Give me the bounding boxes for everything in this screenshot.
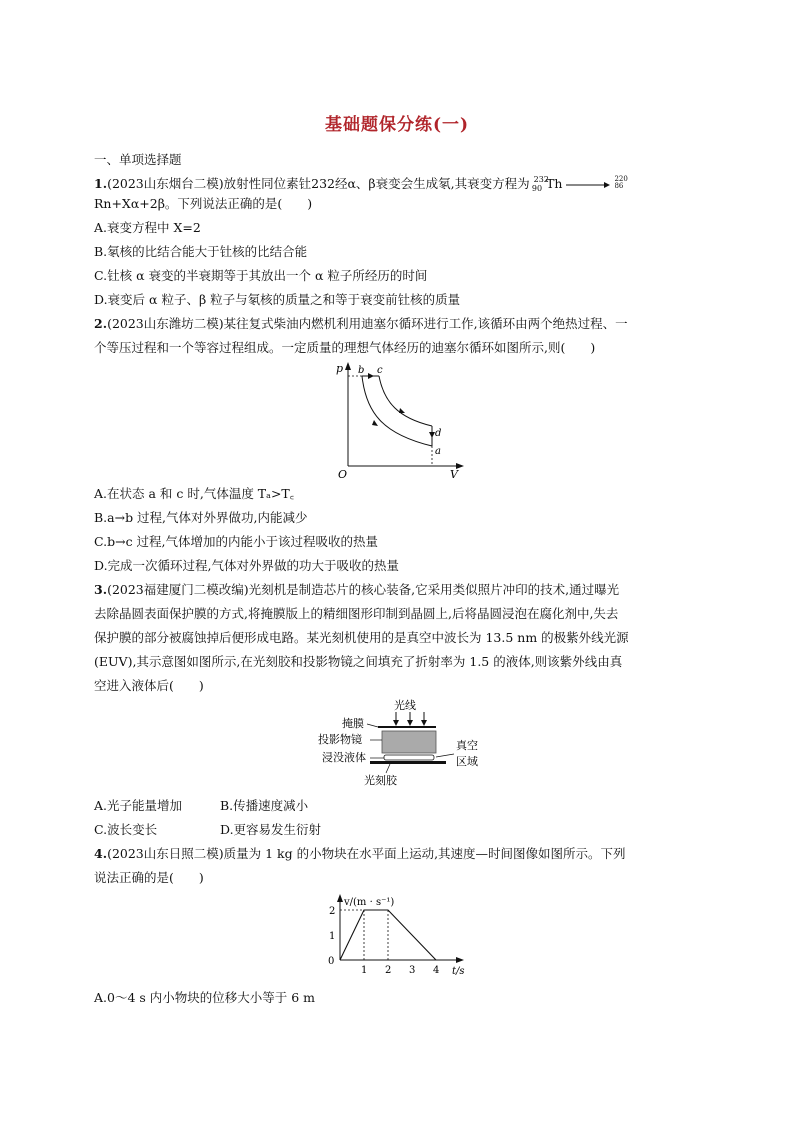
x-tick-2: 2 [385,965,392,976]
section-heading: 一、单项选择题 [94,152,182,167]
q3-stem-line3: 保护膜的部分被腐蚀掉后便形成电路。某光刻机使用的是真空中波长为 13.5 nm 的极紫外线光源 [94,630,629,645]
q1-thorium-nuclide: $^{232}_{90}$ Th [531,175,563,193]
q2-stem-line2: 个等压过程和一个等容过程组成。一定质量的理想气体经历的迪塞尔循环如图所示,则( ) [94,340,596,355]
label-liquid: 浸没液体 [322,751,366,764]
q3-option-c: C.波长变长 [94,822,158,837]
q3-number: 3. [94,582,108,597]
label-mask: 掩膜 [342,717,364,730]
q3-options-row2 [94,822,321,838]
q4-number: 4. [94,846,108,861]
immersion-liquid [384,755,434,760]
q3-option-d: D.更容易发生衍射 [220,822,322,837]
photoresist-layer [370,761,446,764]
q1-stem-line2: Rn+Xα+2β。下列说法正确的是( ) [94,196,313,211]
axis-label-v: V [450,468,458,480]
label-lens: 投影物镜 [318,733,362,746]
x-tick-1: 1 [361,965,368,976]
velocity-time-graph [324,894,474,976]
q1-radon-index: 220 86 [614,175,628,190]
q4-stem-line1: 4.(2023山东日照二模)质量为 1 kg 的小物块在水平面上运动,其速度—时间图像如图所示。下列 [94,846,626,861]
q3-option-b: B.传播速度减小 [220,798,309,813]
q4-stem-line2: 说法正确的是( ) [94,870,204,885]
x-tick-3: 3 [409,965,416,976]
q2-option-d: D.完成一次循环过程,气体对外界做的功大于吸收的热量 [94,558,400,573]
q2-option-a: A.在状态 a 和 c 时,气体温度 Tₐ>T꜀ [94,486,295,501]
y-tick-2: 2 [329,906,336,917]
q2-number: 2. [94,316,108,331]
label-resist: 光刻胶 [364,774,397,787]
diesel-cycle-pv-graph [332,362,468,480]
q1-option-b: B.氡核的比结合能大于钍核的比结合能 [94,244,308,259]
state-label-a: a [435,446,441,457]
x-tick-4: 4 [433,965,440,976]
label-light: 光线 [394,699,416,712]
reaction-arrow-icon [566,180,610,190]
origin-label: O [338,468,348,480]
t-axis-label: t/s [452,966,465,976]
q3-stem-line1: 3.(2023福建厦门二模改编)光刻机是制造芯片的核心装备,它采用类似照片冲印的技术,通过曝光 [94,582,620,597]
q2-stem-line1: 2.(2023山东潍坊二模)某往复式柴油内燃机利用迪塞尔循环进行工作,该循环由两个绝热过程、一 [94,316,628,331]
axis-label-p: p [336,362,344,375]
q4-option-a: A.0～4 s 内小物块的位移大小等于 6 m [94,990,316,1005]
q3-stem-line4: (EUV),其示意图如图所示,在光刻胶和投影物镜之间填充了折射率为 1.5 的液体,则该紫外线由真 [94,654,623,669]
page-title: 基础题保分练(一) [324,115,470,135]
q1-option-a: A.衰变方程中 X=2 [94,220,201,235]
state-label-d: d [435,428,442,439]
q1-stem-line1 [94,176,628,194]
q3-stem-line5: 空进入液体后( ) [94,678,204,693]
state-label-b: b [358,365,365,376]
q3-option-a: A.光子能量增加 [94,798,183,813]
q3-stem-line2: 去除晶圆表面保护膜的方式,将掩膜版上的精细图形印制到晶圆上,后将晶圆浸泡在腐化剂中,失去 [94,606,619,621]
q1-text-1: (2023山东烟台二模)放射性同位素钍232经α、β衰变会生成氡,其衰变方程为 [107,176,530,191]
q2-option-b: B.a→b 过程,气体对外界做功,内能减少 [94,510,308,525]
projection-lens [382,731,436,753]
state-label-c: c [377,365,383,376]
q3-options-row1 [94,798,308,814]
label-region: 区域 [456,755,478,768]
q2-option-c: C.b→c 过程,气体增加的内能小于该过程吸收的热量 [94,534,379,549]
label-vacuum: 真空 [456,739,478,752]
lithography-diagram [312,698,492,788]
q1-number: 1. [94,176,108,191]
q1-option-c: C.钍核 α 衰变的半衰期等于其放出一个 α 粒子所经历的时间 [94,268,428,283]
y-tick-0: 0 [328,956,335,967]
q1-option-d: D.衰变后 α 粒子、β 粒子与氡核的质量之和等于衰变前钍核的质量 [94,292,461,307]
y-tick-1: 1 [329,931,336,942]
mask-plate [378,726,436,728]
v-axis-label: v/(m · s⁻¹) [344,897,395,908]
